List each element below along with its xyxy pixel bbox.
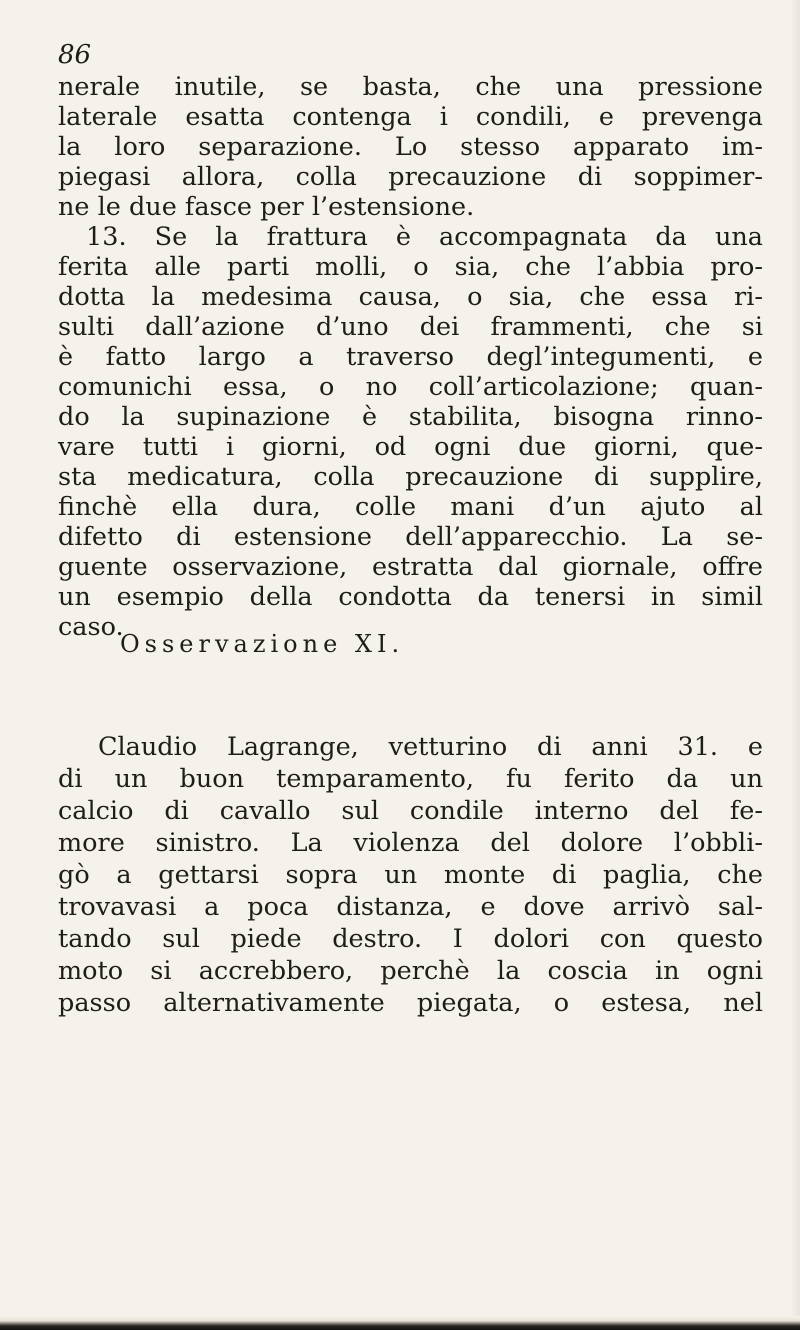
text-line: è fatto largo a traverso degl’integumenti, e: [58, 342, 763, 372]
text-line: dotta la medesima causa, o sia, che essa ri-: [58, 282, 763, 312]
text-line: passo alternativamente piegata, o estesa, nel: [58, 988, 763, 1018]
text-line: di un buon temparamento, fu ferito da un: [58, 764, 763, 794]
text-line: piegasi allora, colla precauzione di soppimer-: [58, 162, 763, 192]
text-line: finchè ella dura, colle mani d’un ajuto al: [58, 492, 763, 522]
text-line: comunichi essa, o no coll’articolazione; quan-: [58, 372, 763, 402]
text-line: moto si accrebbero, perchè la coscia in ogni: [58, 956, 763, 986]
text-line: caso.: [58, 612, 124, 642]
text-line: tando sul piede destro. I dolori con questo: [58, 924, 763, 954]
text-line: more sinistro. La violenza del dolore l’obbli-: [58, 828, 763, 858]
text-line: difetto di estensione dell’apparecchio. La se-: [58, 522, 763, 552]
page-edge-shadow: [790, 0, 800, 1330]
text-line: la loro separazione. Lo stesso apparato im-: [58, 132, 763, 162]
text-line: ferita alle parti molli, o sia, che l’abbia pro-: [58, 252, 763, 282]
text-line: sulti dall’azione d’uno dei frammenti, che si: [58, 312, 763, 342]
text-line: sta medicatura, colla precauzione di supplire,: [58, 462, 763, 492]
text-line: guente osservazione, estratta dal giornale, offre: [58, 552, 763, 582]
text-line: ne le due fasce per l’estensione.: [58, 192, 475, 222]
text-line: vare tutti i giorni, od ogni due giorni, que-: [58, 432, 763, 462]
text-line: do la supinazione è stabilita, bisogna rinno-: [58, 402, 763, 432]
text-line: trovavasi a poca distanza, e dove arrivò sal-: [58, 892, 763, 922]
text-line: calcio di cavallo sul condile interno del fe-: [58, 796, 763, 826]
text-line: Claudio Lagrange, vetturino di anni 31. e: [98, 732, 763, 762]
page-bottom-edge: [0, 1316, 800, 1330]
text-line: laterale esatta contenga i condili, e prevenga: [58, 102, 763, 132]
text-line: 13. Se la frattura è accompagnata da una: [86, 222, 763, 252]
section-heading: Osservazione XI.: [120, 630, 405, 658]
page-number: 86: [58, 40, 92, 70]
text-line: nerale inutile, se basta, che una pressione: [58, 72, 763, 102]
text-line: un esempio della condotta da tenersi in simil: [58, 582, 763, 612]
text-line: gò a gettarsi sopra un monte di paglia, che: [58, 860, 763, 890]
